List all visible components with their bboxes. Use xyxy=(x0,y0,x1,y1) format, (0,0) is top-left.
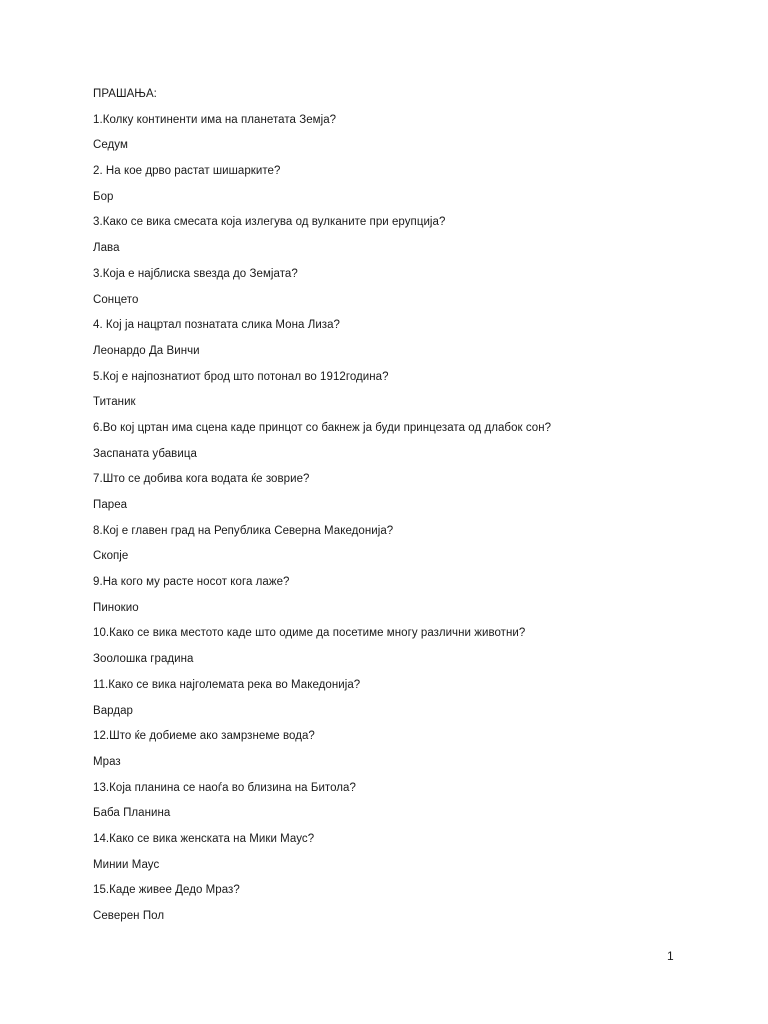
answer-line: Баба Планина xyxy=(93,807,171,820)
question-line: 6.Во кој цртан има сцена каде принцот со бакнеж ја буди принцезата од длабок сон? xyxy=(93,421,552,434)
answer-line: Мраз xyxy=(93,755,121,768)
question-line: 1.Колку континенти има на планетата Земја? xyxy=(93,113,337,126)
question-line: 9.На кого му расте носот кога лаже? xyxy=(93,576,290,589)
question-line: 3.Која е најблиска ѕвезда до Земјата? xyxy=(93,267,298,280)
answer-line: Титаник xyxy=(93,396,136,409)
answer-line: Минии Маус xyxy=(93,858,160,871)
answer-line: Сонцето xyxy=(93,293,139,306)
question-line: 2. На кое дрво растат шишарките? xyxy=(93,165,281,178)
question-line: 5.Кој е најпознатиот брод што потонал во 1912година? xyxy=(93,370,389,383)
answer-line: Скопје xyxy=(93,550,129,563)
answer-line: Пареа xyxy=(93,499,128,511)
question-line: 4. Кој ја нацртал познатата слика Мона Лиза? xyxy=(93,319,341,332)
question-line: 10.Како се вика местото каде што одиме да посетиме многу различни животни? xyxy=(93,627,526,640)
question-line: 8.Кој е главен град на Република Северна Македонија? xyxy=(93,524,394,537)
answer-line: Лава xyxy=(93,242,120,255)
document-heading: ПРАШАЊА: xyxy=(93,88,157,100)
answer-line: Северен Пол xyxy=(93,910,165,922)
qa-list xyxy=(93,113,693,923)
answer-line: Вардар xyxy=(93,704,133,717)
answer-line: Зоолошка градина xyxy=(93,653,194,666)
document-body xyxy=(93,87,693,935)
question-line: 14.Како се вика женската на Мики Маус? xyxy=(93,832,315,845)
question-line: 7.Што се добива кога водата ќе зоврие? xyxy=(93,473,310,486)
question-line: 12.Што ќе добиеме ако замрзнеме вода? xyxy=(93,730,315,743)
page-number: 1 xyxy=(667,949,674,963)
answer-line: Леонардо Да Винчи xyxy=(93,344,200,357)
answer-line: Бор xyxy=(93,190,114,203)
question-line: 11.Како се вика најголемата река во Македонија? xyxy=(93,678,361,691)
answer-line: Седум xyxy=(93,139,128,152)
question-line: 3.Како се вика смесата која излегува од вулканите при ерупција? xyxy=(93,216,446,229)
question-line: 15.Каде живее Дедо Мраз? xyxy=(93,884,240,897)
answer-line: Пинокио xyxy=(93,601,139,614)
question-line: 13.Која планина се наоѓа во близина на Битола? xyxy=(93,781,356,794)
answer-line: Заспаната убавица xyxy=(93,447,197,460)
